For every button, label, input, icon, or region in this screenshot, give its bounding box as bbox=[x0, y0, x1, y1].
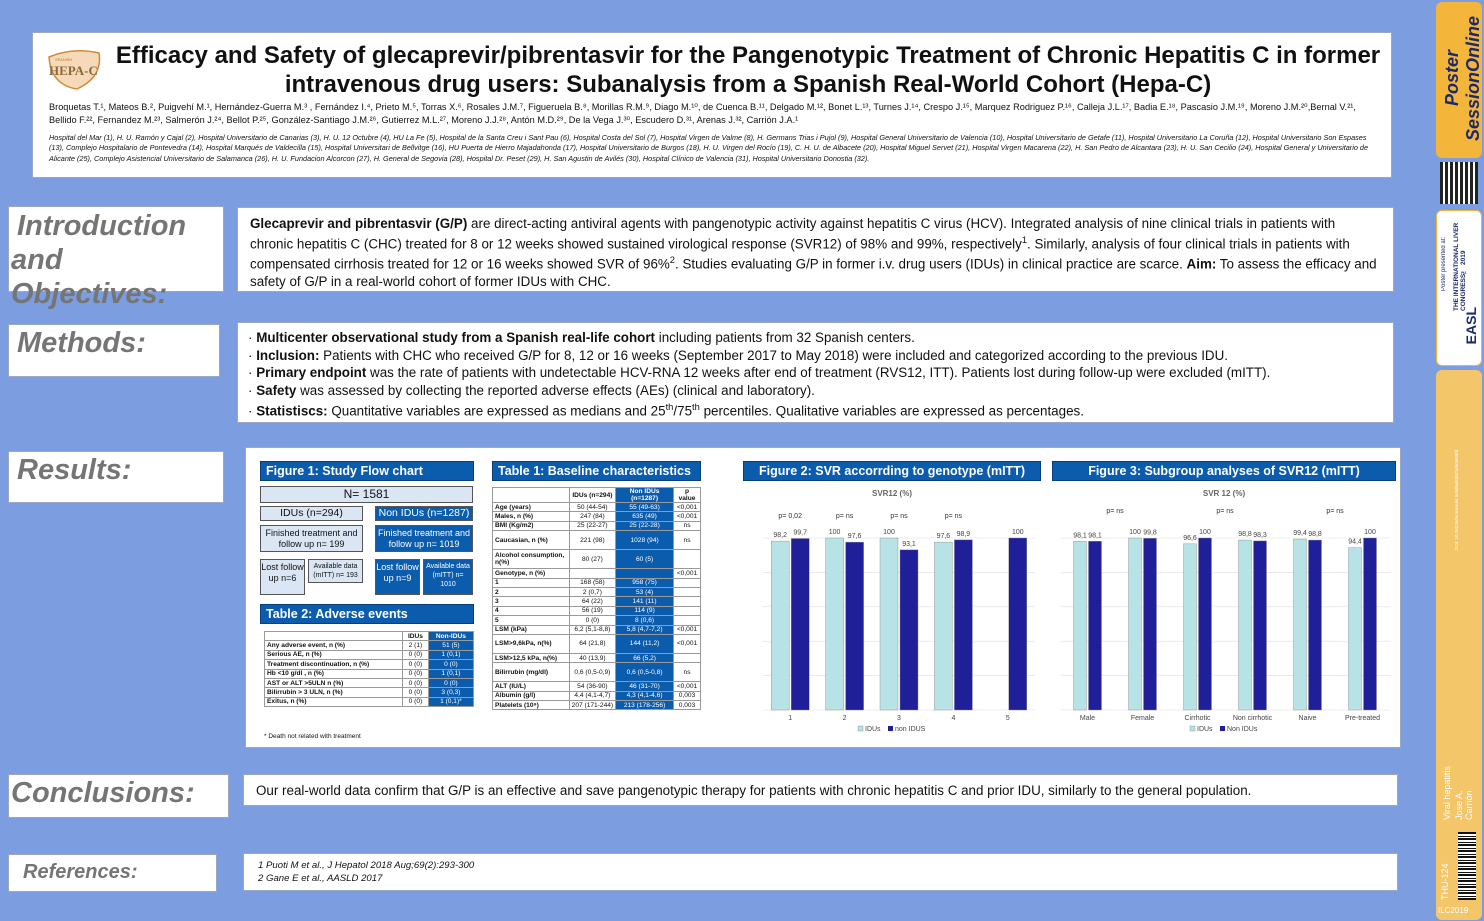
method-sup: th bbox=[665, 402, 674, 412]
category-label: Female bbox=[1130, 715, 1155, 722]
affiliations: Hospital del Mar (1), H. U. Ramón y Cajal (2), Hospital Universitario de Canarias (3), H. U. 12 Octubre (4), HU La Fe (5), Hospital de la Santa Creu i Sant Pau (6), Hospital Costa del Sol (7), Hospital Virgen de Valme (8), H. Germans Trias i Pujol (9), Hospital General Universitario de Valencia (10), Hospital Universitario de Getafe (11), Hospital Universitario La Coruña (12), Hospital Universitario Son Espases (13), Complejo Hospitalario de Pontevedra (14), Hospital Marqués de Valdecilla (15), Hospital Universitari de Bellvitge (16), HU Puerta de Hierro Majadahonda (17), Hospital Universitario de Burgos (18), H. U. Virgen del Rocío (19), C. H. U. de Albacete (20), Hospital Miguel Servet (21), Hospital Virgen Macarena (22), H. San Pedro de Alcantara (23), H. U. San Cecilio (24), Hospital General y Universitario de Alicante (25), Complejo Asistencial Universitario de Salamanca (26), H. U. Fundacion Alcorcon (27), H. General de Segovia (28), Hospital Dr. Peset (29), H. San Agustin de Avilés (30), Hospital Clínico de Valencia (31), Hospital Universitario Donostia (32). bbox=[49, 133, 1369, 163]
value-label: 100 bbox=[828, 529, 841, 536]
table-row bbox=[493, 606, 701, 615]
table-cell: 1 (0,1) bbox=[428, 650, 473, 659]
value-label: 93,1 bbox=[902, 540, 916, 548]
p-value-label: p= ns bbox=[1106, 508, 1124, 515]
table-cell: 55 (49-63) bbox=[616, 503, 674, 512]
adverse-events-table bbox=[264, 631, 474, 707]
table-row bbox=[265, 678, 474, 687]
qr-code[interactable] bbox=[1440, 162, 1478, 204]
table-cell: Bilirrubin > 3 ULN, n (%) bbox=[265, 688, 403, 697]
bar-idus bbox=[1239, 540, 1252, 710]
value-label: 98,2 bbox=[773, 532, 788, 540]
table-cell: 958 (75) bbox=[616, 578, 674, 587]
bar-idus bbox=[826, 538, 844, 710]
table-row bbox=[493, 512, 701, 521]
table-row bbox=[265, 669, 474, 678]
table-cell: 66 (5,2) bbox=[616, 653, 674, 662]
flow-idu: IDUs (n=294) bbox=[260, 506, 363, 521]
intro-text1: are direct-acting antiviral agents with pangenotypic activity against hepatitis C virus (HCV). Integrated analysis of nine clinical trials in patients with chronic hepatitis C (CHC) treated for 8 or 12 weeks showed sustained virological response (SVR12) of 98% and 99%, respectively bbox=[250, 216, 1336, 252]
table-cell: 2 (1) bbox=[403, 641, 429, 650]
p-value-label: p= 0,02 bbox=[778, 513, 802, 520]
column-header: IDUs bbox=[403, 632, 429, 641]
table-cell: 56 (19) bbox=[569, 606, 615, 615]
bar-non-idus bbox=[1089, 541, 1102, 710]
category-label: 3 bbox=[897, 715, 901, 722]
table-cell: Hb <10 g/dl , n (%) bbox=[265, 669, 403, 678]
value-label: 100 bbox=[1364, 529, 1376, 536]
table-cell: 6,2 (5,1-8,8) bbox=[569, 625, 615, 634]
category-label: 5 bbox=[1005, 715, 1010, 722]
column-header bbox=[265, 632, 403, 641]
p-value-label: p= ns bbox=[890, 513, 908, 520]
table-cell: Age (years) bbox=[493, 503, 570, 512]
category-label: Male bbox=[1079, 715, 1096, 722]
intro-label bbox=[8, 206, 224, 310]
legend-swatch-idu bbox=[858, 726, 863, 731]
category-label: Naive bbox=[1298, 715, 1317, 722]
table-row bbox=[265, 650, 474, 659]
table-cell bbox=[674, 606, 701, 615]
table-cell: 2 (0,7) bbox=[569, 587, 615, 596]
table-cell: 0 (0) bbox=[403, 650, 429, 659]
intro-sup1: 1 bbox=[1021, 235, 1028, 245]
table-cell bbox=[674, 653, 701, 662]
table-row bbox=[493, 550, 701, 569]
congress-name: THE INTERNATIONAL LIVER CONGRESS™ 2019 bbox=[1453, 222, 1467, 311]
legend-swatch-nonidu bbox=[1220, 726, 1225, 731]
method-bold: Safety bbox=[256, 382, 297, 398]
methods-label: Methods: bbox=[8, 324, 220, 377]
category-label: 4 bbox=[951, 715, 956, 722]
value-label: 100 bbox=[1199, 529, 1211, 536]
table-cell: 0 (0) bbox=[428, 660, 473, 669]
table-row bbox=[265, 660, 474, 669]
value-label: 99,8 bbox=[1143, 529, 1157, 537]
table-row bbox=[493, 578, 701, 587]
table-cell: Bilirrubin (mg/dl) bbox=[493, 663, 570, 682]
p-value-label: p= ns bbox=[944, 513, 963, 520]
table-cell: 0 (0) bbox=[403, 697, 429, 706]
p-value-label: p= ns bbox=[1326, 508, 1344, 515]
method-bold: Multicenter observational study from a Spanish real-life cohort bbox=[256, 330, 656, 345]
intro-content bbox=[237, 207, 1394, 292]
barcode bbox=[1458, 832, 1476, 900]
table-row bbox=[493, 616, 701, 625]
table-cell: <0,001 bbox=[674, 625, 701, 634]
chart-title: SVR12 (%) bbox=[871, 489, 913, 498]
table-cell: <0,001 bbox=[674, 512, 701, 521]
table2-title: Table 2: Adverse events bbox=[260, 604, 474, 624]
table-cell: AST or ALT >5ULN n (%) bbox=[265, 678, 403, 687]
column-header bbox=[493, 488, 570, 503]
table-row bbox=[493, 682, 701, 691]
bar-idus bbox=[1129, 538, 1142, 710]
aim-text: To assess the efficacy and safety of G/P in a real-world cohort of former IDUs with CHC. bbox=[250, 256, 1377, 289]
results-label: Results: bbox=[8, 451, 224, 503]
bar-non-idus bbox=[1309, 540, 1322, 710]
table-cell: Males, n (%) bbox=[493, 512, 570, 521]
table-cell: Alcohol consumption, n(%) bbox=[493, 550, 570, 569]
table-cell: Exitus, n (%) bbox=[265, 697, 403, 706]
flow-finished-idu: Finished treatment and follow up n= 199 bbox=[260, 525, 363, 552]
methods-item: · Statistiscs: Quantitative variables are expressed as medians and 25th/75th percentiles. Qualitative variables are expressed as percentages. bbox=[248, 402, 1084, 419]
logo-small-text: SPANISH bbox=[55, 57, 73, 62]
table-cell: 0,003 bbox=[674, 701, 701, 710]
bar-non-idus bbox=[1144, 538, 1157, 710]
table-cell: 114 (9) bbox=[616, 606, 674, 615]
category-label: 1 bbox=[788, 715, 793, 722]
table-cell: 144 (11,2) bbox=[616, 634, 674, 653]
table-cell: Caucasian, n (%) bbox=[493, 531, 570, 550]
table-cell: 4 bbox=[493, 606, 570, 615]
fig3-chart bbox=[1052, 484, 1396, 739]
baseline-table bbox=[492, 487, 701, 710]
table-cell: Any adverse event, n (%) bbox=[265, 641, 403, 650]
table-cell: 1 bbox=[493, 578, 570, 587]
bar-idus bbox=[1349, 548, 1362, 710]
bar-non-idus bbox=[1009, 538, 1027, 710]
value-label: 99,7 bbox=[793, 529, 808, 537]
table-cell: 3 bbox=[493, 597, 570, 606]
table-cell: ns bbox=[674, 531, 701, 550]
fig2-title: Figure 2: SVR accorrding to genotype (mITT) bbox=[743, 461, 1041, 481]
methods-item: · Multicenter observational study from a Spanish real-life cohort including patients from 32 Spanish centers. bbox=[248, 330, 915, 345]
intro-text3: . Studies evaluating G/P in former i.v. drug users (IDUs) in clinical practice are scarce. bbox=[675, 256, 1187, 272]
table-cell: 46 (31-70) bbox=[616, 682, 674, 691]
chart-title: SVR 12 (%) bbox=[1202, 489, 1246, 498]
conclusions-text: Our real-world data confirm that G/P is an effective and save pangenotypic therapy for patients with chronic hepatitis C and prior IDU, similarly to the general population. bbox=[243, 774, 1398, 806]
method-text: including patients from 32 Spanish centers. bbox=[655, 330, 915, 345]
fig2-chart bbox=[743, 484, 1041, 739]
intro-sup2: 2 bbox=[669, 255, 676, 266]
reference-item: 1 Puoti M et al., J Hepatol 2018 Aug;69(2):293-300 bbox=[258, 860, 475, 871]
table-header-row bbox=[493, 488, 701, 503]
table-cell: Serious AE, n (%) bbox=[265, 650, 403, 659]
table-cell: 54 (36-90) bbox=[569, 682, 615, 691]
table-cell bbox=[674, 616, 701, 625]
conclusions-label: Conclusions: bbox=[8, 774, 229, 818]
bar-idus bbox=[1294, 539, 1307, 710]
table-row bbox=[493, 503, 701, 512]
logo-text: HEPA-C bbox=[49, 63, 98, 78]
table-cell bbox=[674, 578, 701, 587]
intro-bold: Glecaprevir and pibrentasvir (G/P) bbox=[250, 216, 468, 231]
presented-at: Poster presented at: bbox=[1441, 236, 1447, 291]
value-label: 98,8 bbox=[1238, 531, 1252, 539]
table-header-row bbox=[265, 632, 474, 641]
table-cell: LSM>9,6kPa, n(%) bbox=[493, 634, 570, 653]
table-cell: LSM>12,5 kPa, n(%) bbox=[493, 653, 570, 662]
flow-total: N= 1581 bbox=[260, 486, 473, 503]
table-row bbox=[265, 688, 474, 697]
table-row bbox=[493, 663, 701, 682]
bar-non-idus bbox=[1199, 538, 1212, 710]
table-cell: 0 (0) bbox=[428, 678, 473, 687]
table-cell: 141 (11) bbox=[616, 597, 674, 606]
fig3-title: Figure 3: Subgroup analyses of SVR12 (mITT) bbox=[1052, 461, 1396, 481]
table-row bbox=[493, 597, 701, 606]
table-row bbox=[265, 641, 474, 650]
value-label: 100 bbox=[1129, 529, 1141, 536]
table-row bbox=[265, 697, 474, 706]
table-cell: 0 (0) bbox=[403, 669, 429, 678]
bar-idus bbox=[934, 542, 952, 710]
flow-available-nonidu: Available data (mITT) n= 1010 bbox=[423, 559, 473, 595]
fig1-title: Figure 1: Study Flow chart bbox=[260, 461, 474, 481]
table-cell: 40 (13,9) bbox=[569, 653, 615, 662]
table-cell: 0 (0) bbox=[569, 616, 615, 625]
table-cell: Albumin (g/l) bbox=[493, 691, 570, 700]
table-row bbox=[493, 625, 701, 634]
table-row bbox=[493, 521, 701, 530]
table-cell: LSM (kPa) bbox=[493, 625, 570, 634]
bar-non-idus bbox=[846, 542, 864, 710]
title-line-1: Efficacy and Safety of glecaprevir/pibrentasvir for the Pangenotypic Treatment of Chronic Hepatitis C in former bbox=[115, 42, 1381, 69]
table-cell: 635 (49) bbox=[616, 512, 674, 521]
table-cell: 0 (0) bbox=[403, 688, 429, 697]
table-row bbox=[493, 653, 701, 662]
bar-non-idus bbox=[1254, 541, 1267, 710]
bar-idus bbox=[771, 541, 789, 710]
method-text: Patients with CHC who received G/P for 8, 12 or 16 weeks (September 2017 to May 2018) were included and categorized according to the previous IDU. bbox=[319, 347, 1228, 363]
table-cell: 64 (21,8) bbox=[569, 634, 615, 653]
table-cell: 2 bbox=[493, 587, 570, 596]
table-cell: ns bbox=[674, 663, 701, 682]
flow-finished-nonidu: Finished treatment and follow up n= 1019 bbox=[375, 525, 473, 552]
reference-item: 2 Gane E et al., AASLD 2017 bbox=[258, 873, 383, 884]
flow-nonidu: Non IDUs (n=1287) bbox=[375, 506, 473, 521]
brand-text: Poster SessionOnline bbox=[1442, 15, 1483, 141]
method-text3: percentiles. Qualitative variables are expressed as percentages. bbox=[699, 403, 1084, 419]
category-label: Cirrhotic bbox=[1184, 715, 1211, 722]
table-cell: 50 (44-54) bbox=[569, 503, 615, 512]
methods-item: · Safety was assessed by collecting the reported adverse effects (AEs) (clinical and laboratory). bbox=[248, 382, 815, 398]
table-cell: ns bbox=[674, 521, 701, 530]
method-bold: Statistiscs: bbox=[256, 403, 328, 419]
bar-non-idus bbox=[1364, 538, 1377, 710]
references-label: References: bbox=[8, 854, 217, 892]
p-value-label: p= ns bbox=[835, 513, 854, 520]
column-header: Non IDUs (n=1287) bbox=[616, 488, 674, 503]
table-cell: 0,003 bbox=[674, 691, 701, 700]
table-cell: 207 (171-244) bbox=[569, 701, 615, 710]
bar-non-idus bbox=[954, 540, 972, 710]
table-cell bbox=[569, 569, 615, 578]
bar-non-idus bbox=[900, 550, 918, 710]
doi-text: DOI: 10.26226/morressier.5c6d9ab3b2f4de3e09fd bbox=[1454, 449, 1459, 550]
poster-code: THU-124 bbox=[1440, 863, 1450, 900]
table-cell: 1028 (94) bbox=[616, 531, 674, 550]
method-text: Quantitative variables are expressed as medians and 25 bbox=[327, 403, 666, 419]
table-cell: 3 (0,3) bbox=[428, 688, 473, 697]
sidebar-info bbox=[1436, 370, 1482, 920]
table-cell: Platelets (10⁹) bbox=[493, 701, 570, 710]
category-label: 2 bbox=[842, 715, 847, 722]
header-panel bbox=[32, 32, 1392, 178]
easl-logo: EASL bbox=[1463, 307, 1479, 345]
method-sup2: th bbox=[692, 402, 700, 412]
table-cell: <0,001 bbox=[674, 503, 701, 512]
table-cell: 60 (5) bbox=[616, 550, 674, 569]
table-cell bbox=[616, 569, 674, 578]
table-row bbox=[493, 691, 701, 700]
value-label: 100 bbox=[1011, 529, 1024, 536]
value-label: 98,1 bbox=[1073, 532, 1087, 540]
table-cell: 4,4 (4,1-4,7) bbox=[569, 691, 615, 700]
flow-lost-nonidu: Lost follow up n=9 bbox=[375, 559, 420, 595]
table-cell: ALT (IU/L) bbox=[493, 682, 570, 691]
poster-session-online-logo[interactable] bbox=[1436, 2, 1482, 158]
bar-idus bbox=[880, 538, 898, 710]
method-text2: /75 bbox=[673, 403, 693, 419]
table-row bbox=[493, 569, 701, 578]
method-text: was assessed by collecting the reported adverse effects (AEs) (clinical and laboratory). bbox=[296, 382, 815, 398]
value-label: 94,4 bbox=[1348, 538, 1362, 546]
value-label: 98,1 bbox=[1088, 532, 1102, 540]
table-cell bbox=[674, 597, 701, 606]
references-list bbox=[243, 853, 1398, 891]
value-label: 98,8 bbox=[1308, 531, 1322, 539]
table-cell: 64 (22) bbox=[569, 597, 615, 606]
table-cell: <0,001 bbox=[674, 569, 701, 578]
table-cell bbox=[674, 587, 701, 596]
intro-label-line1: Introduction bbox=[17, 210, 187, 242]
column-header: Non-IDUs bbox=[428, 632, 473, 641]
table-cell: 0,6 (0,5-0,8) bbox=[616, 663, 674, 682]
table-cell: 247 (84) bbox=[569, 512, 615, 521]
bar-idus bbox=[1074, 541, 1087, 710]
table-cell: 51 (5) bbox=[428, 641, 473, 650]
authors: Broquetas T.¹, Mateos B.², Puigvehí M.¹, Hernández-Guerra M.³ , Fernández I.⁴, Prieto M.⁵, Torras X.⁶, Rosales J.M.⁷, Figueruela B.⁸, Morillas R.M.⁹, Diago M.¹⁰, de Cuenca B.¹¹, Delgado M.¹², Bonet L.¹³, Turnes J.¹⁴, Crespo J.¹⁵, Marquez Rodriguez P.¹⁶, Calleja J.L.¹⁷, Badia E.¹⁸, Pascasio J.M.¹⁹, Moreno J.M.²⁰,Bernal V.²¹, Bellido F.²², Fernandez M.²³, Salmerón J.²⁴, Bellot P.²⁵, González-Santiago J.M.²⁶, Gutierrez M.L.²⁷, Moreno J.J.²⁸, Antón M.D.²⁹, De la Vega J.³⁰, Escudero D.³¹, Arenas J.³², Carrión J.A.¹ bbox=[49, 102, 1356, 125]
legend-swatch-nonidu bbox=[888, 726, 893, 731]
value-label: 97,6 bbox=[936, 533, 951, 541]
legend-swatch-idu bbox=[1190, 726, 1195, 731]
presenter-text: Jose A. Carrión bbox=[1454, 790, 1474, 820]
table-cell: 25 (22-28) bbox=[616, 521, 674, 530]
table-row bbox=[493, 701, 701, 710]
method-bold: Inclusion: bbox=[256, 347, 320, 363]
poster-title bbox=[113, 41, 1383, 99]
value-label: 100 bbox=[883, 529, 895, 536]
method-text: was the rate of patients with undetectable HCV-RNA 12 weeks after end of treatment (RVS12, ITT). Patients lost during follow-up were excluded (mITT). bbox=[366, 365, 1271, 380]
methods-content bbox=[237, 322, 1394, 423]
title-line-2: intravenous drug users: Subanalysis from a Spanish Real-World Cohort (Hepa-C) bbox=[284, 71, 1212, 98]
event-code: ILC2019 bbox=[1438, 906, 1469, 915]
table-row bbox=[493, 587, 701, 596]
value-label: 99,4 bbox=[1293, 530, 1307, 538]
method-bold: Primary endpoint bbox=[256, 365, 367, 380]
table-cell: Genotype, n (%) bbox=[493, 569, 570, 578]
table-cell: 0,6 (0,5-0,9) bbox=[569, 663, 615, 682]
table2-note: * Death not related with treatment bbox=[264, 733, 361, 740]
table-row bbox=[493, 634, 701, 653]
table-cell: 5 bbox=[493, 616, 570, 625]
table-cell: 221 (98) bbox=[569, 531, 615, 550]
table-cell: 1 (0,1) bbox=[428, 669, 473, 678]
table-cell: 25 (22-27) bbox=[569, 521, 615, 530]
table-cell: <0,001 bbox=[674, 682, 701, 691]
table-cell: Treatment discontinuation, n (%) bbox=[265, 660, 403, 669]
congress-panel bbox=[1436, 210, 1482, 366]
table-cell: 168 (58) bbox=[569, 578, 615, 587]
legend-label: Non IDUs bbox=[1227, 726, 1258, 733]
chart-background bbox=[1052, 484, 1396, 739]
table-cell: 80 (27) bbox=[569, 550, 615, 569]
intro-label-line2: and Objectives: bbox=[11, 244, 168, 310]
table-cell: 213 (178-256) bbox=[616, 701, 674, 710]
category-label: Non cirrhotic bbox=[1232, 715, 1273, 722]
hepa-c-logo bbox=[43, 47, 107, 93]
aim-label: Aim: bbox=[1186, 256, 1217, 272]
table-row bbox=[493, 531, 701, 550]
flow-lost-idu: Lost follow up n=6 bbox=[260, 559, 305, 595]
table-cell: 1 (0,1)* bbox=[428, 697, 473, 706]
value-label: 98,3 bbox=[1253, 531, 1267, 539]
methods-item: · Primary endpoint was the rate of patients with undetectable HCV-RNA 12 weeks after end of treatment (RVS12, ITT). Patients lost during follow-up were excluded (mITT). bbox=[248, 365, 1271, 380]
table-cell bbox=[674, 550, 701, 569]
table-cell: 53 (4) bbox=[616, 587, 674, 596]
value-label: 97,6 bbox=[847, 533, 862, 541]
p-value-label: p= ns bbox=[1216, 508, 1234, 515]
value-label: 96,6 bbox=[1183, 534, 1197, 542]
legend-label: IDUs bbox=[1197, 726, 1213, 733]
methods-item: · Inclusion: Patients with CHC who received G/P for 8, 12 or 16 weeks (September 2017 to May 2018) were included and categorized according to the previous IDU. bbox=[248, 347, 1228, 363]
column-header: p value bbox=[674, 488, 701, 503]
legend-label: non IDUS bbox=[895, 726, 926, 733]
table-cell: 8 (0,6) bbox=[616, 616, 674, 625]
topic-text: Viral hepatitis bbox=[1442, 766, 1452, 820]
legend-label: IDUs bbox=[865, 726, 881, 733]
bar-non-idus bbox=[791, 539, 809, 710]
intro-text2: . Similarly, analysis of four clinical trials in patients with compensated cirrhosis treated for 12 or 16 weeks showed SVR of 96% bbox=[250, 236, 1350, 272]
table-cell: 4,3 (4,1-4,6) bbox=[616, 691, 674, 700]
table-cell: 0 (0) bbox=[403, 678, 429, 687]
table-cell: 5,8 (4,7-7,2) bbox=[616, 625, 674, 634]
table1-title: Table 1: Baseline characteristics bbox=[492, 461, 701, 481]
table-cell: BMI (Kg/m2) bbox=[493, 521, 570, 530]
category-label: Pre-treated bbox=[1344, 715, 1381, 722]
table-cell: 0 (0) bbox=[403, 660, 429, 669]
value-label: 98,9 bbox=[956, 530, 971, 538]
table-cell: <0,001 bbox=[674, 634, 701, 653]
flow-available-idu: Available data (mITT) n= 193 bbox=[308, 559, 363, 583]
column-header: IDUs (n=294) bbox=[569, 488, 615, 503]
bar-idus bbox=[1184, 544, 1197, 710]
